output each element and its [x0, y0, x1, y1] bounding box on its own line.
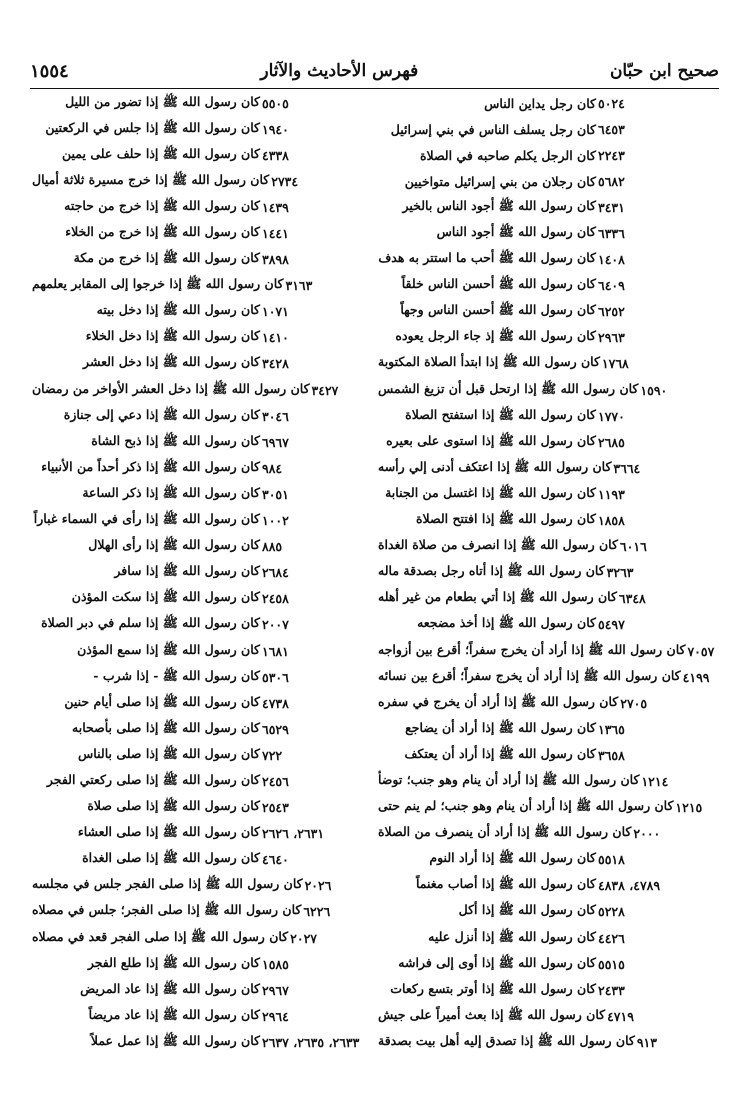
hadith-ref-number: ٥٢٢٨	[598, 904, 625, 920]
hadith-text: كان رسول الله ﷺ إذا عمل عملاً	[90, 1032, 260, 1048]
index-entry	[32, 220, 372, 246]
hadith-text: كان رسول الله ﷺ إذا صلى صلاة	[87, 798, 260, 814]
hadith-text: كان رسول الله ﷺ إذا حلف على يمين	[62, 145, 260, 161]
hadith-ref-number: ١٣٦٥	[598, 721, 625, 737]
hadith-text: كان الرجل يكلم صاحبه في الصلاة	[419, 147, 596, 163]
hadith-text: كان رسول الله ﷺ أحب ما استتر به هدف	[378, 250, 596, 266]
hadith-ref-number: ٢٢٤٣	[598, 147, 625, 163]
hadith-text: كان رسول الله ﷺ إذا استفتح الصلاة	[405, 406, 596, 422]
index-entry	[378, 847, 718, 873]
hadith-ref-number: ٨٨٥	[262, 539, 283, 555]
index-entry	[378, 194, 718, 220]
hadith-ref-number: ٥٠٢٤	[598, 95, 625, 111]
index-entry	[378, 768, 718, 794]
hadith-ref-number: ٣٠٥١	[262, 486, 289, 502]
hadith-ref-number: ١٤٠٨	[598, 252, 625, 268]
hadith-text: كان رسول الله ﷺ إذا أتاه رجل بصدقة ماله	[378, 563, 605, 579]
index-entry	[378, 899, 718, 925]
hadith-ref-number: ٤٤٢٦	[598, 930, 625, 946]
index-entry	[378, 612, 718, 638]
hadith-ref-number: ٣٢٦٣	[606, 565, 634, 581]
hadith-ref-number: ٢٦٨٤	[262, 565, 289, 581]
index-entry	[32, 455, 372, 481]
hadith-ref-number: ٦٥٢٩	[262, 721, 289, 737]
index-entry	[32, 325, 372, 351]
index-entry	[378, 142, 718, 168]
index-entry	[378, 795, 718, 821]
hadith-text: كان رسول الله ﷺ إذا دخل بيته	[96, 302, 260, 318]
hadith-ref-number: ١٨٥٨	[598, 513, 625, 529]
index-entry	[378, 1029, 718, 1055]
hadith-text: كان رجلان من بني إسرائيل متواخيين	[404, 173, 596, 189]
hadith-ref-number: ٢٠٠٠	[633, 826, 661, 842]
index-entry	[32, 429, 372, 455]
index-entry	[32, 299, 372, 325]
hadith-ref-number: ١١٩٣	[598, 486, 625, 502]
hadith-ref-number: ٢٤٣٣	[598, 982, 625, 998]
index-entry	[32, 925, 372, 951]
page-header	[30, 56, 719, 86]
index-entry	[32, 142, 372, 168]
hadith-text: كان رسول الله ﷺ إذا صلى بالناس	[78, 745, 260, 761]
hadith-ref-number: ٥٤٩٧	[598, 617, 625, 633]
index-entry	[32, 273, 372, 299]
book-title: صحيح ابن حبّان	[609, 61, 719, 81]
index-entry	[378, 951, 718, 977]
index-entry	[32, 351, 372, 377]
hadith-text: كان رسول الله ﷺ إذا ذكر الساعة	[82, 484, 260, 500]
index-entry	[32, 508, 372, 534]
hadith-ref-number: ٩١٣	[636, 1034, 657, 1050]
index-entry	[378, 273, 718, 299]
hadith-text: كان رسول الله ﷺ إذا ابتدأ الصلاة المكتوبة	[378, 354, 600, 370]
index-entry	[378, 403, 718, 429]
hadith-ref-number: ٢٧٣٤	[271, 173, 299, 189]
hadith-ref-number: ٢٤٥٨	[262, 591, 289, 607]
hadith-text: كان رسول الله ﷺ إذا استوى على بعيره	[386, 432, 596, 448]
hadith-ref-number: ٦٢٢٦	[303, 904, 331, 920]
hadith-ref-number: ٤٧٨٩، ٤٨٣٨	[598, 878, 661, 894]
hadith-ref-number: ١٦٨١	[262, 643, 289, 659]
index-entry	[32, 116, 372, 142]
hadith-ref-number: ٣٦٦٤	[613, 460, 641, 476]
hadith-ref-number: ٣٤٢٧	[311, 382, 339, 398]
index-entry	[32, 534, 372, 560]
page-number: ١٥٥٤	[30, 60, 69, 82]
index-entry	[32, 481, 372, 507]
hadith-text: كان رسول الله ﷺ إذا أراد أن ينام وهو جنب؛ توضأ	[378, 771, 640, 787]
index-entry	[378, 377, 718, 403]
hadith-text: كان رسول الله ﷺ إذا صلى العشاء	[77, 824, 260, 840]
hadith-text: كان رسول الله ﷺ إذا خرجوا إلى المقابر يعلمهم	[32, 276, 284, 292]
hadith-text: كان رسول الله ﷺ إذا سافر	[114, 563, 260, 579]
index-entry	[32, 795, 372, 821]
hadith-ref-number: ٢٠٢٧	[290, 930, 317, 946]
hadith-ref-number: ٥٥١٨	[598, 852, 625, 868]
hadith-text: كان رسول الله ﷺ إذا صلى الفجر جلس في مجلسه	[32, 876, 303, 892]
hadith-text: كان رسول الله ﷺ إذا صلى الفجر قعد في مصلاه	[32, 928, 289, 944]
hadith-ref-number: ٢٠٠٧	[262, 617, 289, 633]
hadith-ref-number: ١٤١٠	[262, 330, 289, 346]
header-rule	[30, 88, 719, 89]
hadith-text: كان رسول الله ﷺ إذا أخذ مضجعه	[417, 615, 596, 631]
index-entry	[32, 586, 372, 612]
hadith-text: كان رسول الله ﷺ إذا أراد أن يخرج سفراً؛ أقرع بين أزواجه	[378, 641, 686, 657]
hadith-ref-number: ٤٣٣٨	[262, 147, 289, 163]
hadith-ref-number: ١٠٠٢	[262, 513, 289, 529]
page-title: فهرس الأحاديث والآثار	[260, 61, 419, 81]
hadith-ref-number: ١٢١٤	[641, 773, 669, 789]
hadith-ref-number: ١٧٧٠	[598, 408, 625, 424]
index-entry	[378, 299, 718, 325]
index-entry	[32, 847, 372, 873]
hadith-ref-number: ٣٨٩٨	[262, 252, 289, 268]
hadith-text: كان رسول الله ﷺ إذا ذبح الشاة	[91, 432, 260, 448]
hadith-ref-number: ٢٥٤٣	[262, 800, 289, 816]
index-entry	[32, 977, 372, 1003]
hadith-ref-number: ٢٧٠٥	[620, 695, 648, 711]
hadith-text: كان رسول الله ﷺ إذا أراد أن يخرج في سفره	[378, 693, 619, 709]
hadith-ref-number: ٥٥٠٥	[262, 95, 289, 111]
hadith-text: كان رسول الله ﷺ إذا خرج من مكة	[73, 250, 260, 266]
hadith-ref-number: ١٩٤٠	[262, 121, 289, 137]
hadith-text: كان رسول الله ﷺ إذا دخل العشر	[83, 354, 260, 370]
index-entry	[32, 1003, 372, 1029]
index-entry	[32, 247, 372, 273]
hadith-ref-number: ٩٨٤	[262, 460, 283, 476]
hadith-text: كان رسول الله ﷺ أحسن الناس خلقاً	[401, 276, 596, 292]
index-entry	[32, 873, 372, 899]
index-entry	[378, 638, 718, 664]
hadith-text: كان رسول الله ﷺ إذا خرج من حاجته	[64, 197, 260, 213]
hadith-text: كان رسول الله ﷺ إذا سكت المؤذن	[71, 589, 260, 605]
index-entry	[378, 1003, 718, 1029]
hadith-ref-number: ١٤٣٩	[262, 199, 289, 215]
index-entry	[32, 638, 372, 664]
hadith-text: كان رسول الله ﷺ إذا أراد أن يضاجع	[405, 719, 596, 735]
index-entry	[32, 690, 372, 716]
hadith-ref-number: ١٢١٥	[675, 800, 703, 816]
index-entry	[378, 247, 718, 273]
left-column	[32, 90, 372, 1055]
hadith-text: كان رجل يسلف الناس في بني إسرائيل	[390, 121, 596, 137]
hadith-text: كان رسول الله ﷺ إذا أراد أن ينام وهو جنب؛ لم ينم حتى	[378, 798, 674, 814]
hadith-text: كان رسول الله ﷺ إذا أوى إلى فراشه	[398, 954, 596, 970]
hadith-text: كان رسول الله ﷺ إذا خرج من الخلاء	[65, 224, 260, 240]
hadith-ref-number: ٤٧٣٨	[262, 695, 289, 711]
hadith-text: كان رسول الله ﷺ إذا دخل الخلاء	[85, 328, 260, 344]
index-entry	[32, 194, 372, 220]
hadith-text: كان رسول الله ﷺ إذا بعث أميراً على جيش	[378, 1006, 606, 1022]
index-entry	[378, 90, 718, 116]
hadith-ref-number: ٢٦٣٣، ٢٦٣٥، ٢٦٣٧	[262, 1034, 360, 1050]
hadith-text: كان رسول الله ﷺ أحسن الناس وجهاً	[400, 302, 596, 318]
hadith-text: كان رسول الله ﷺ إذا رأى الهلال	[88, 537, 260, 553]
index-entry	[378, 925, 718, 951]
hadith-text: كان رسول الله ﷺ إذ جاء الرجل يعوده	[395, 328, 596, 344]
hadith-ref-number: ٥٣٠٦	[262, 669, 289, 685]
hadith-text: كان رسول الله ﷺ إذا جلس في الركعتين	[45, 119, 260, 135]
index-entry	[378, 508, 718, 534]
hadith-text: كان رسول الله ﷺ إذا ارتحل قبل أن تزيغ الشمس	[378, 380, 639, 396]
index-entry	[378, 690, 718, 716]
hadith-ref-number: ٦٤٠٩	[598, 278, 625, 294]
hadith-ref-number: ٣٠٤٦	[262, 408, 289, 424]
hadith-text: كان رسول الله ﷺ إذا افتتح الصلاة	[415, 511, 596, 527]
hadith-text: كان رسول الله ﷺ إذا دعي إلى جنازة	[63, 406, 260, 422]
hadith-ref-number: ٤٦٤٠	[262, 852, 289, 868]
hadith-text: كان رسول الله ﷺ إذا أراد أن يخرج سفراً؛ أقرع بين نسائه	[378, 667, 681, 683]
hadith-text: كان رسول الله ﷺ إذا صلى الغداة	[82, 850, 260, 866]
hadith-ref-number: ٢٩٦٣	[598, 330, 625, 346]
index-entry	[32, 90, 372, 116]
hadith-ref-number: ١٥٨٥	[262, 956, 289, 972]
hadith-text: كان رسول الله ﷺ إذا سلم في دبر الصلاة	[41, 615, 260, 631]
index-entry	[32, 403, 372, 429]
hadith-ref-number: ٣٤٣١	[598, 199, 625, 215]
hadith-text: كان رسول الله ﷺ أجود الناس	[436, 224, 596, 240]
hadith-text: كان رسول الله ﷺ إذا أوتر بتسع ركعات	[390, 980, 596, 996]
index-entry	[378, 742, 718, 768]
index-entry	[378, 116, 718, 142]
hadith-text: كان رسول الله ﷺ إذا أنزل عليه	[428, 928, 596, 944]
hadith-text: كان رجل يداين الناس	[484, 95, 596, 111]
hadith-text: كان رسول الله ﷺ إذا أتي بطعام من غير أهله	[378, 589, 617, 605]
hadith-text: كان رسول الله ﷺ إذا أراد أن ينصرف من الصلاة	[378, 824, 632, 840]
hadith-text: كان رسول الله ﷺ إذا عاد المريض	[80, 980, 260, 996]
index-entry	[378, 220, 718, 246]
hadith-ref-number: ٦٢٥٢	[598, 304, 625, 320]
hadith-ref-number: ٦٣٣٦	[598, 226, 625, 242]
index-entry	[378, 168, 718, 194]
index-entry	[378, 481, 718, 507]
hadith-text: كان رسول الله ﷺ إذا صلى أيام حنين	[64, 693, 260, 709]
hadith-ref-number: ٦٠١٦	[619, 539, 647, 555]
hadith-ref-number: ٢٩٦٤	[262, 1008, 289, 1024]
index-entry	[32, 951, 372, 977]
index-entry	[378, 455, 718, 481]
hadith-ref-number: ٢٦٨٥	[598, 434, 625, 450]
index-entry	[378, 977, 718, 1003]
hadith-text: كان رسول الله ﷺ إذا طلع الفجر	[87, 954, 260, 970]
index-entry	[32, 742, 372, 768]
hadith-text: كان رسول الله ﷺ إذا أكل	[458, 902, 596, 918]
hadith-text: كان رسول الله ﷺ إذا دخل العشر الأواخر من رمضان	[32, 380, 310, 396]
hadith-text: كان رسول الله ﷺ إذا صلى ركعتي الفجر	[46, 771, 260, 787]
hadith-ref-number: ٢٦٣١، ٢٦٢٦	[262, 826, 325, 842]
index-entry	[32, 377, 372, 403]
index-entry	[378, 325, 718, 351]
index-entry	[32, 664, 372, 690]
index-entry	[378, 560, 718, 586]
index-entry	[32, 1029, 372, 1055]
hadith-ref-number: ٢٠٢٦	[304, 878, 332, 894]
hadith-text: كان رسول الله ﷺ إذا ذكر أحداً من الأنبياء	[41, 458, 260, 474]
index-entry	[32, 768, 372, 794]
hadith-ref-number: ٣١٦٣	[285, 278, 313, 294]
hadith-text: كان رسول الله ﷺ إذا سمع المؤذن	[77, 641, 260, 657]
hadith-ref-number: ٥٦٨٢	[598, 173, 625, 189]
hadith-ref-number: ٣٦٥٨	[598, 747, 625, 763]
hadith-ref-number: ١٥٩٠	[640, 382, 668, 398]
hadith-text: كان رسول الله ﷺ إذا تضور من الليل	[65, 93, 260, 109]
index-entry	[32, 899, 372, 925]
hadith-text: كان رسول الله ﷺ إذا تصدق إليه أهل بيت بصدقة	[378, 1032, 635, 1048]
index-entry	[378, 821, 718, 847]
hadith-text: كان رسول الله ﷺ إذا عاد مريضاً	[88, 1006, 260, 1022]
hadith-text: كان رسول الله ﷺ أجود الناس بالخير	[402, 197, 596, 213]
hadith-text: كان رسول الله ﷺ إذا أراد النوم	[429, 850, 596, 866]
hadith-ref-number: ٣٤٢٨	[262, 356, 289, 372]
index-entry	[378, 429, 718, 455]
index-entry	[32, 612, 372, 638]
index-entry	[32, 560, 372, 586]
hadith-ref-number: ٤١٩٩	[682, 669, 710, 685]
hadith-text: كان رسول الله ﷺ إذا أصاب مغنماً	[415, 876, 596, 892]
hadith-text: كان رسول الله ﷺ إذا صلى الفجر؛ جلس في مصلاه	[32, 902, 302, 918]
hadith-text: كان رسول الله ﷺ إذا اعتكف أدنى إلي رأسه	[378, 458, 612, 474]
hadith-ref-number: ٤٧١٩	[607, 1008, 634, 1024]
hadith-ref-number: ٢٤٥٦	[262, 773, 289, 789]
hadith-ref-number: ٦٩٦٧	[262, 434, 289, 450]
index-entry	[378, 534, 718, 560]
hadith-text: كان رسول الله ﷺ إذا انصرف من صلاة الغداة	[378, 537, 618, 553]
hadith-text: كان رسول الله ﷺ إذا أراد أن يعتكف	[404, 745, 596, 761]
index-entry	[32, 168, 372, 194]
hadith-text: كان رسول الله ﷺ إذا خرج مسيرة ثلاثة أميال	[32, 171, 270, 187]
hadith-text: كان رسول الله ﷺ إذا صلى بأصحابه	[72, 719, 260, 735]
index-entry	[378, 664, 718, 690]
hadith-ref-number: ٦٤٥٣	[598, 121, 625, 137]
index-entry	[378, 716, 718, 742]
index-entry	[378, 873, 718, 899]
hadith-ref-number: ٧٢٢	[262, 747, 283, 763]
hadith-ref-number: ٦٣٤٨	[618, 591, 646, 607]
index-entry	[32, 716, 372, 742]
hadith-text: كان رسول الله ﷺ إذا اغتسل من الجنابة	[385, 484, 596, 500]
hadith-ref-number: ١٧٦٨	[601, 356, 629, 372]
hadith-ref-number: ١٤٤١	[262, 226, 289, 242]
index-entry	[32, 821, 372, 847]
hadith-ref-number: ٧٠٥٧	[687, 643, 715, 659]
hadith-ref-number: ٥٥١٥	[598, 956, 625, 972]
hadith-text: كان رسول الله ﷺ - إذا شرب -	[93, 667, 260, 683]
hadith-text: كان رسول الله ﷺ إذا رأى في السماء غباراً	[33, 511, 260, 527]
index-entry	[378, 351, 718, 377]
hadith-ref-number: ١٠٧١	[262, 304, 289, 320]
right-column	[378, 90, 718, 1055]
index-entry	[378, 586, 718, 612]
hadith-ref-number: ٢٩٦٧	[262, 982, 289, 998]
